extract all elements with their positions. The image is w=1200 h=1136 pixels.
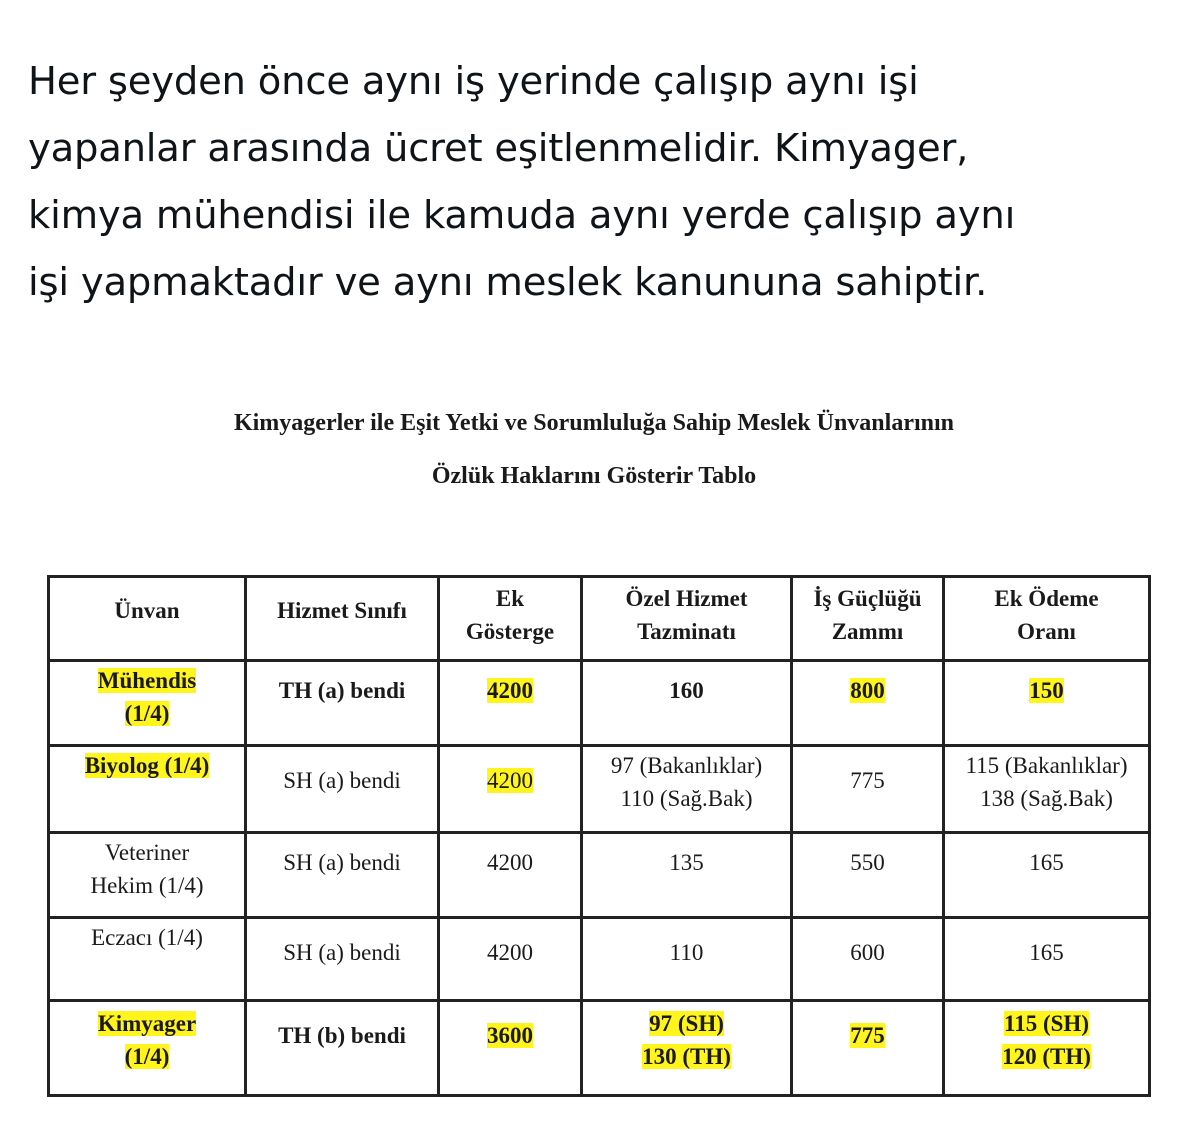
cell-ek-gosterge: 4200 xyxy=(439,833,582,918)
cell-hizmet-sinifi: TH (b) bendi xyxy=(246,1001,439,1096)
cell-is-guclugu: 800 xyxy=(792,661,944,746)
table-row xyxy=(49,1001,1150,1096)
cell-unvan: Mühendis (1/4) xyxy=(49,661,246,746)
cell-ozel-hizmet: 110 xyxy=(582,918,792,1001)
document-title-line-2: Özlük Haklarını Gösterir Tablo xyxy=(431,463,757,489)
cell-unvan: Kimyager (1/4) xyxy=(49,1001,246,1096)
header-ek-odeme-orani: Ek Ödeme Oranı xyxy=(944,577,1150,661)
rights-table xyxy=(47,575,1151,1097)
cell-ek-gosterge: 3600 xyxy=(439,1001,582,1096)
cell-ek-odeme: 115 (Bakanlıklar) 138 (Sağ.Bak) xyxy=(944,746,1150,833)
cell-ek-odeme: 115 (SH) 120 (TH) xyxy=(944,1001,1150,1096)
header-ek-gosterge: Ek Gösterge xyxy=(439,577,582,661)
cell-ek-gosterge: 4200 xyxy=(439,746,582,833)
cell-is-guclugu: 775 xyxy=(792,746,944,833)
cell-hizmet-sinifi: SH (a) bendi xyxy=(246,833,439,918)
cell-ozel-hizmet: 135 xyxy=(582,833,792,918)
post-text-line: Her şeyden önce aynı iş yerinde çalışıp aynı işi xyxy=(28,59,919,104)
cell-is-guclugu: 550 xyxy=(792,833,944,918)
cell-unvan: Eczacı (1/4) xyxy=(49,918,246,1001)
table-header-row xyxy=(49,577,1150,661)
cell-hizmet-sinifi: TH (a) bendi xyxy=(246,661,439,746)
cell-ek-odeme: 165 xyxy=(944,918,1150,1001)
cell-ek-gosterge: 4200 xyxy=(439,661,582,746)
cell-hizmet-sinifi: SH (a) bendi xyxy=(246,918,439,1001)
header-ozel-hizmet-tazminati: Özel Hizmet Tazminatı xyxy=(582,577,792,661)
cell-ozel-hizmet: 97 (SH) 130 (TH) xyxy=(582,1001,792,1096)
document-title-line-1: Kimyagerler ile Eşit Yetki ve Sorumluluğa Sahip Meslek Ünvanlarının xyxy=(233,410,955,436)
cell-ozel-hizmet: 97 (Bakanlıklar) 110 (Sağ.Bak) xyxy=(582,746,792,833)
cell-ek-odeme: 150 xyxy=(944,661,1150,746)
cell-ek-odeme: 165 xyxy=(944,833,1150,918)
post-text xyxy=(28,48,1178,316)
cell-is-guclugu: 600 xyxy=(792,918,944,1001)
cell-ek-gosterge: 4200 xyxy=(439,918,582,1001)
header-hizmet-sinifi: Hizmet Sınıfı xyxy=(246,577,439,661)
post-text-line: işi yapmaktadır ve aynı meslek kanununa sahiptir. xyxy=(28,260,988,305)
post-text-line: yapanlar arasında ücret eşitlenmelidir. Kimyager, xyxy=(28,126,969,171)
cell-ozel-hizmet: 160 xyxy=(582,661,792,746)
cell-is-guclugu: 775 xyxy=(792,1001,944,1096)
cell-hizmet-sinifi: SH (a) bendi xyxy=(246,746,439,833)
table-row xyxy=(49,833,1150,918)
table-row xyxy=(49,918,1150,1001)
post-text-line: kimya mühendisi ile kamuda aynı yerde çalışıp aynı xyxy=(28,193,1016,238)
table-row xyxy=(49,661,1150,746)
cell-unvan: Veteriner Hekim (1/4) xyxy=(49,833,246,918)
cell-unvan: Biyolog (1/4) xyxy=(49,746,246,833)
header-is-guclugu-zammi: İş Güçlüğü Zammı xyxy=(792,577,944,661)
header-unvan: Ünvan xyxy=(49,577,246,661)
table-row xyxy=(49,746,1150,833)
